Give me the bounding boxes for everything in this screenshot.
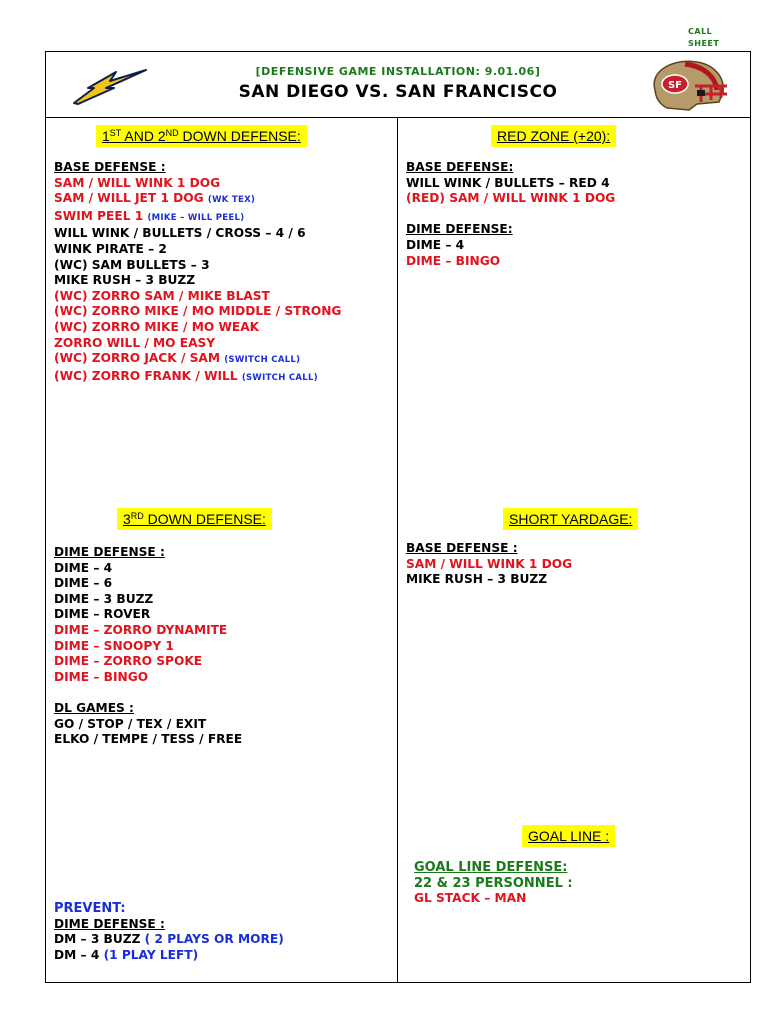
play-call: (WC) ZORRO MIKE / MO MIDDLE / STRONG (54, 304, 342, 319)
play-call: SAM / WILL WINK 1 DOG (406, 556, 573, 571)
play-call: DIME – 4 (406, 237, 465, 252)
base-defense-heading: BASE DEFENSE : (54, 160, 166, 174)
prevent-heading: PREVENT: (54, 901, 126, 916)
dime-defense-heading: DIME DEFENSE : (54, 545, 165, 559)
play-call: (WC) ZORRO MIKE / MO WEAK (54, 319, 260, 334)
page-title: SAN DIEGO VS. SAN FRANCISCO (238, 82, 558, 102)
dl-games-heading: DL GAMES : (54, 700, 134, 715)
goal-line-block (414, 860, 573, 907)
first-second-down-block (54, 160, 341, 386)
play-call: SAM / WILL JET 1 DOG (WK TEX) (54, 191, 256, 206)
call-label: CALL (688, 27, 713, 36)
personnel-line: 22 & 23 PERSONNEL : (414, 875, 573, 891)
play-call: (WC) ZORRO JACK / SAM (SWITCH CALL) (54, 351, 301, 366)
goal-line-defense-heading: GOAL LINE DEFENSE: (414, 860, 568, 875)
play-call: (RED) SAM / WILL WINK 1 DOG (406, 191, 616, 206)
play-call: ZORRO WILL / MO EASY (54, 335, 216, 350)
red-zone-label: RED ZONE (+20): (491, 125, 616, 147)
play-call: WILL WINK / BULLETS / CROSS – 4 / 6 (54, 226, 306, 241)
play-call: SWIM PEEL 1 (MIKE – WILL PEEL) (54, 208, 245, 223)
play-call: DM – 3 BUZZ ( 2 PLAYS OR MORE) (54, 932, 284, 947)
play-call: DIME – 3 BUZZ (54, 591, 154, 606)
third-down-label: 3RD DOWN DEFENSE: (117, 508, 272, 530)
play-call: DIME – ZORRO SPOKE (54, 654, 203, 669)
prevent-block (54, 901, 284, 963)
call-sheet-label (688, 26, 748, 50)
sheet-label: SHEET (688, 39, 720, 48)
column-divider (397, 117, 398, 983)
play-call: DM – 4 (1 PLAY LEFT) (54, 947, 199, 962)
play-call: WINK PIRATE – 2 (54, 241, 167, 256)
header-divider (45, 117, 751, 118)
play-call: MIKE RUSH – 3 BUZZ (406, 572, 548, 587)
play-call: DIME – BINGO (54, 669, 149, 684)
play-call: DIME – ROVER (54, 607, 151, 622)
installation-subtitle: [DEFENSIVE GAME INSTALLATION: 9.01.06] (255, 65, 541, 78)
short-yardage-label: SHORT YARDAGE: (503, 508, 638, 530)
dime-defense-heading: DIME DEFENSE : (54, 916, 165, 931)
short-yardage-block (406, 541, 572, 588)
dime-defense-heading: DIME DEFENSE: (406, 222, 513, 237)
play-call: (WC) SAM BULLETS – 3 (54, 257, 210, 272)
play-call: (WC) ZORRO FRANK / WILL (SWITCH CALL) (54, 368, 318, 383)
play-call: DIME – SNOOPY 1 (54, 638, 174, 653)
play-call: GL STACK – MAN (414, 891, 527, 906)
dl-game-call: GO / STOP / TEX / EXIT (54, 716, 207, 731)
goal-line-label: GOAL LINE : (522, 825, 615, 847)
play-call: SAM / WILL WINK 1 DOG (54, 175, 221, 190)
play-call: WILL WINK / BULLETS – RED 4 (406, 175, 610, 190)
play-call: DIME – ZORRO DYNAMITE (54, 622, 228, 637)
base-defense-heading: BASE DEFENSE : (406, 541, 518, 555)
third-down-block (54, 545, 242, 748)
helmet-logo-text: SF (667, 80, 683, 91)
base-defense-heading: BASE DEFENSE: (406, 160, 514, 174)
first-second-down-label: 1ST AND 2ND DOWN DEFENSE: (96, 125, 307, 147)
red-zone-block (406, 160, 615, 269)
play-call: DIME – 6 (54, 576, 113, 591)
play-call: DIME – 4 (54, 560, 113, 575)
play-call: DIME – BINGO (406, 253, 501, 268)
play-call: (WC) ZORRO SAM / MIKE BLAST (54, 288, 270, 303)
play-call: MIKE RUSH – 3 BUZZ (54, 273, 196, 288)
dl-game-call: ELKO / TEMPE / TESS / FREE (54, 732, 243, 747)
